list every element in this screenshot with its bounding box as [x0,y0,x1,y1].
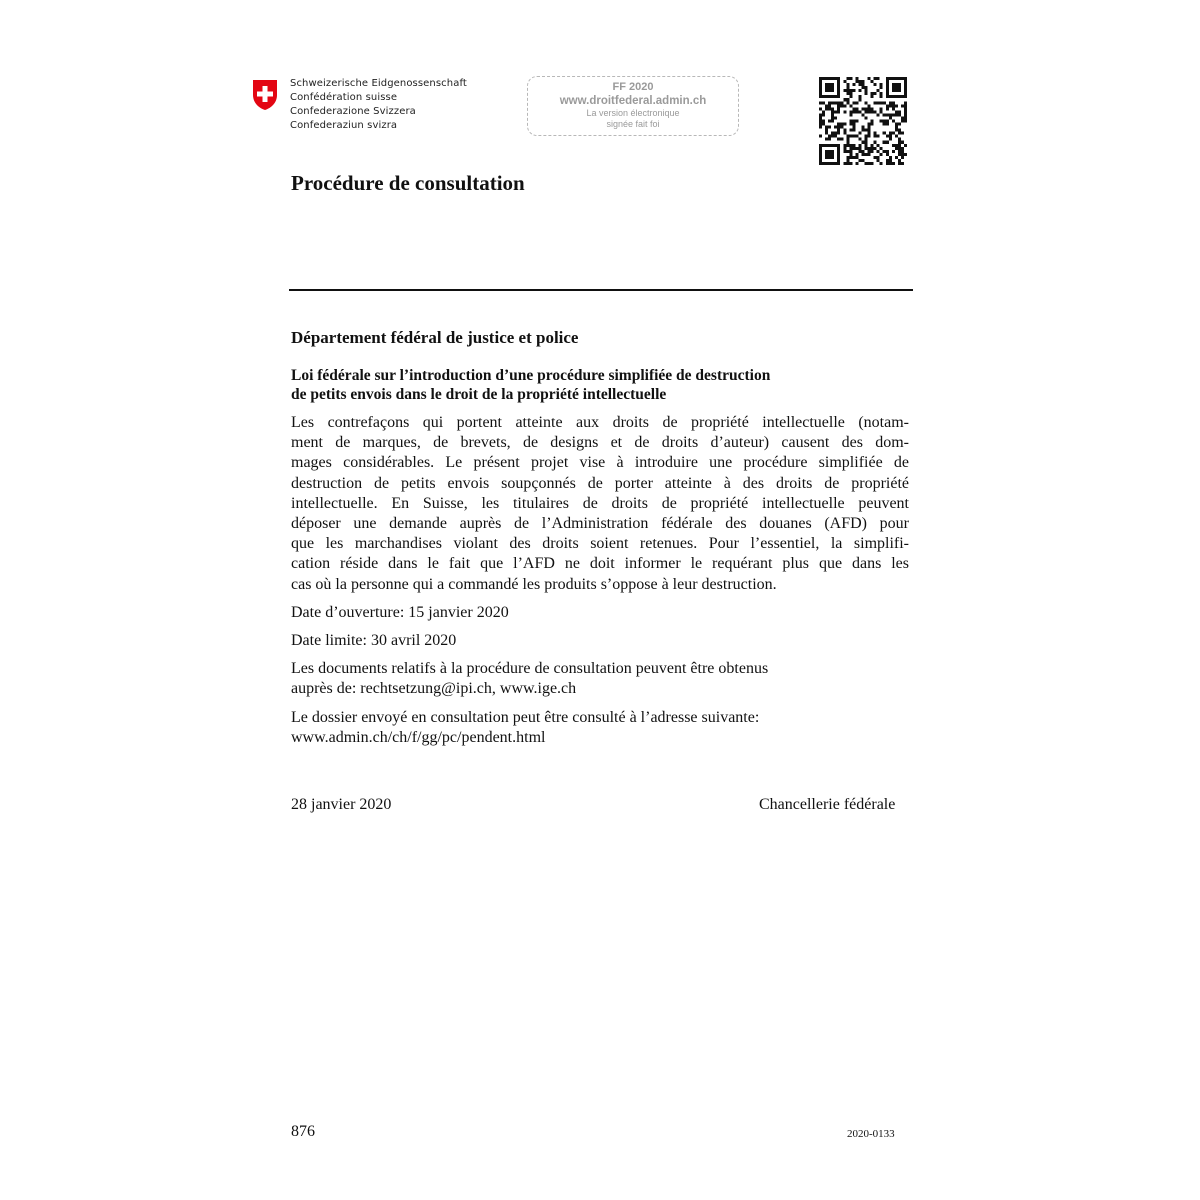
stamp-note-line2: signée fait foi [606,119,660,129]
dossier-url[interactable]: www.admin.ch/ch/f/gg/pc/pendent.html [291,729,546,747]
swiss-cross-shield-icon [252,79,278,111]
stamp-website[interactable]: www.droitfederal.admin.ch [559,95,707,107]
documents-info [291,659,768,699]
summary-line: cas où la personne qui a commandé les produits s’oppose à leur destruction. [291,575,777,593]
confederation-name-de: Schweizerische Eidgenossenschaft [290,78,467,89]
summary-line: ment de marques, de brevets, de designs et de droits d’auteur) causent des dom- [291,434,909,452]
summary-line: destruction de petits envois soupçonnés de porter atteinte à des droits de propriété [291,474,909,492]
document-number: 2020-0133 [847,1128,895,1140]
summary-line: Les contrefaçons qui portent atteinte aux droits de propriété intellectuelle (notam- [291,414,909,431]
law-title [291,366,891,404]
confederation-logo [252,77,482,137]
stamp-note-line1: La version électronique [586,108,680,118]
department-heading: Département fédéral de justice et police [291,328,579,347]
deadline-date: Date limite: 30 avril 2020 [291,632,457,649]
page-number: 876 [291,1123,315,1140]
opening-date: Date d’ouverture: 15 janvier 2020 [291,604,509,621]
documents-contact-line[interactable]: auprès de: rechtsetzung@ipi.ch, www.ige.ch [291,680,577,698]
dossier-info-line: Le dossier envoyé en consultation peut être consulté à l’adresse suivante: [291,709,760,726]
confederation-names [290,77,467,133]
signature-stamp [527,76,739,136]
summary-line: mages considérables. Le présent projet vise à introduire une procédure simplifiée de [291,454,909,472]
documents-info-line: Les documents relatifs à la procédure de consultation peuvent être obtenus [291,660,769,677]
page-title: Procédure de consultation [291,171,525,195]
summary-line: déposer une demande auprès de l’Administration fédérale des douanes (AFD) pour [291,515,909,533]
issuing-authority: Chancellerie fédérale [759,796,896,813]
confederation-name-fr: Confédération suisse [290,92,398,103]
summary-paragraph [291,413,909,595]
confederation-name-it: Confederazione Svizzera [290,106,416,117]
law-title-line: Loi fédérale sur l’introduction d’une procédure simplifiée de destruction [291,367,771,384]
dossier-info [291,708,759,748]
summary-line: intellectuelle. En Suisse, les titulaires de droits de propriété intellectuelle peuvent [291,494,909,512]
qr-code-icon [819,77,907,165]
summary-line: cation réside dans le fait que l’AFD ne doit informer le requérant plus que dans les [291,555,909,573]
law-title-line: de petits envois dans le droit de la propriété intellectuelle [291,386,667,403]
stamp-publication: FF 2020 [612,81,654,93]
publication-date: 28 janvier 2020 [291,796,392,813]
summary-line: que les marchandises violant des droits soient retenues. Pour l’essentiel, la simplifi- [291,535,909,553]
confederation-name-rm: Confederaziun svizra [290,120,398,131]
title-divider [289,289,913,291]
